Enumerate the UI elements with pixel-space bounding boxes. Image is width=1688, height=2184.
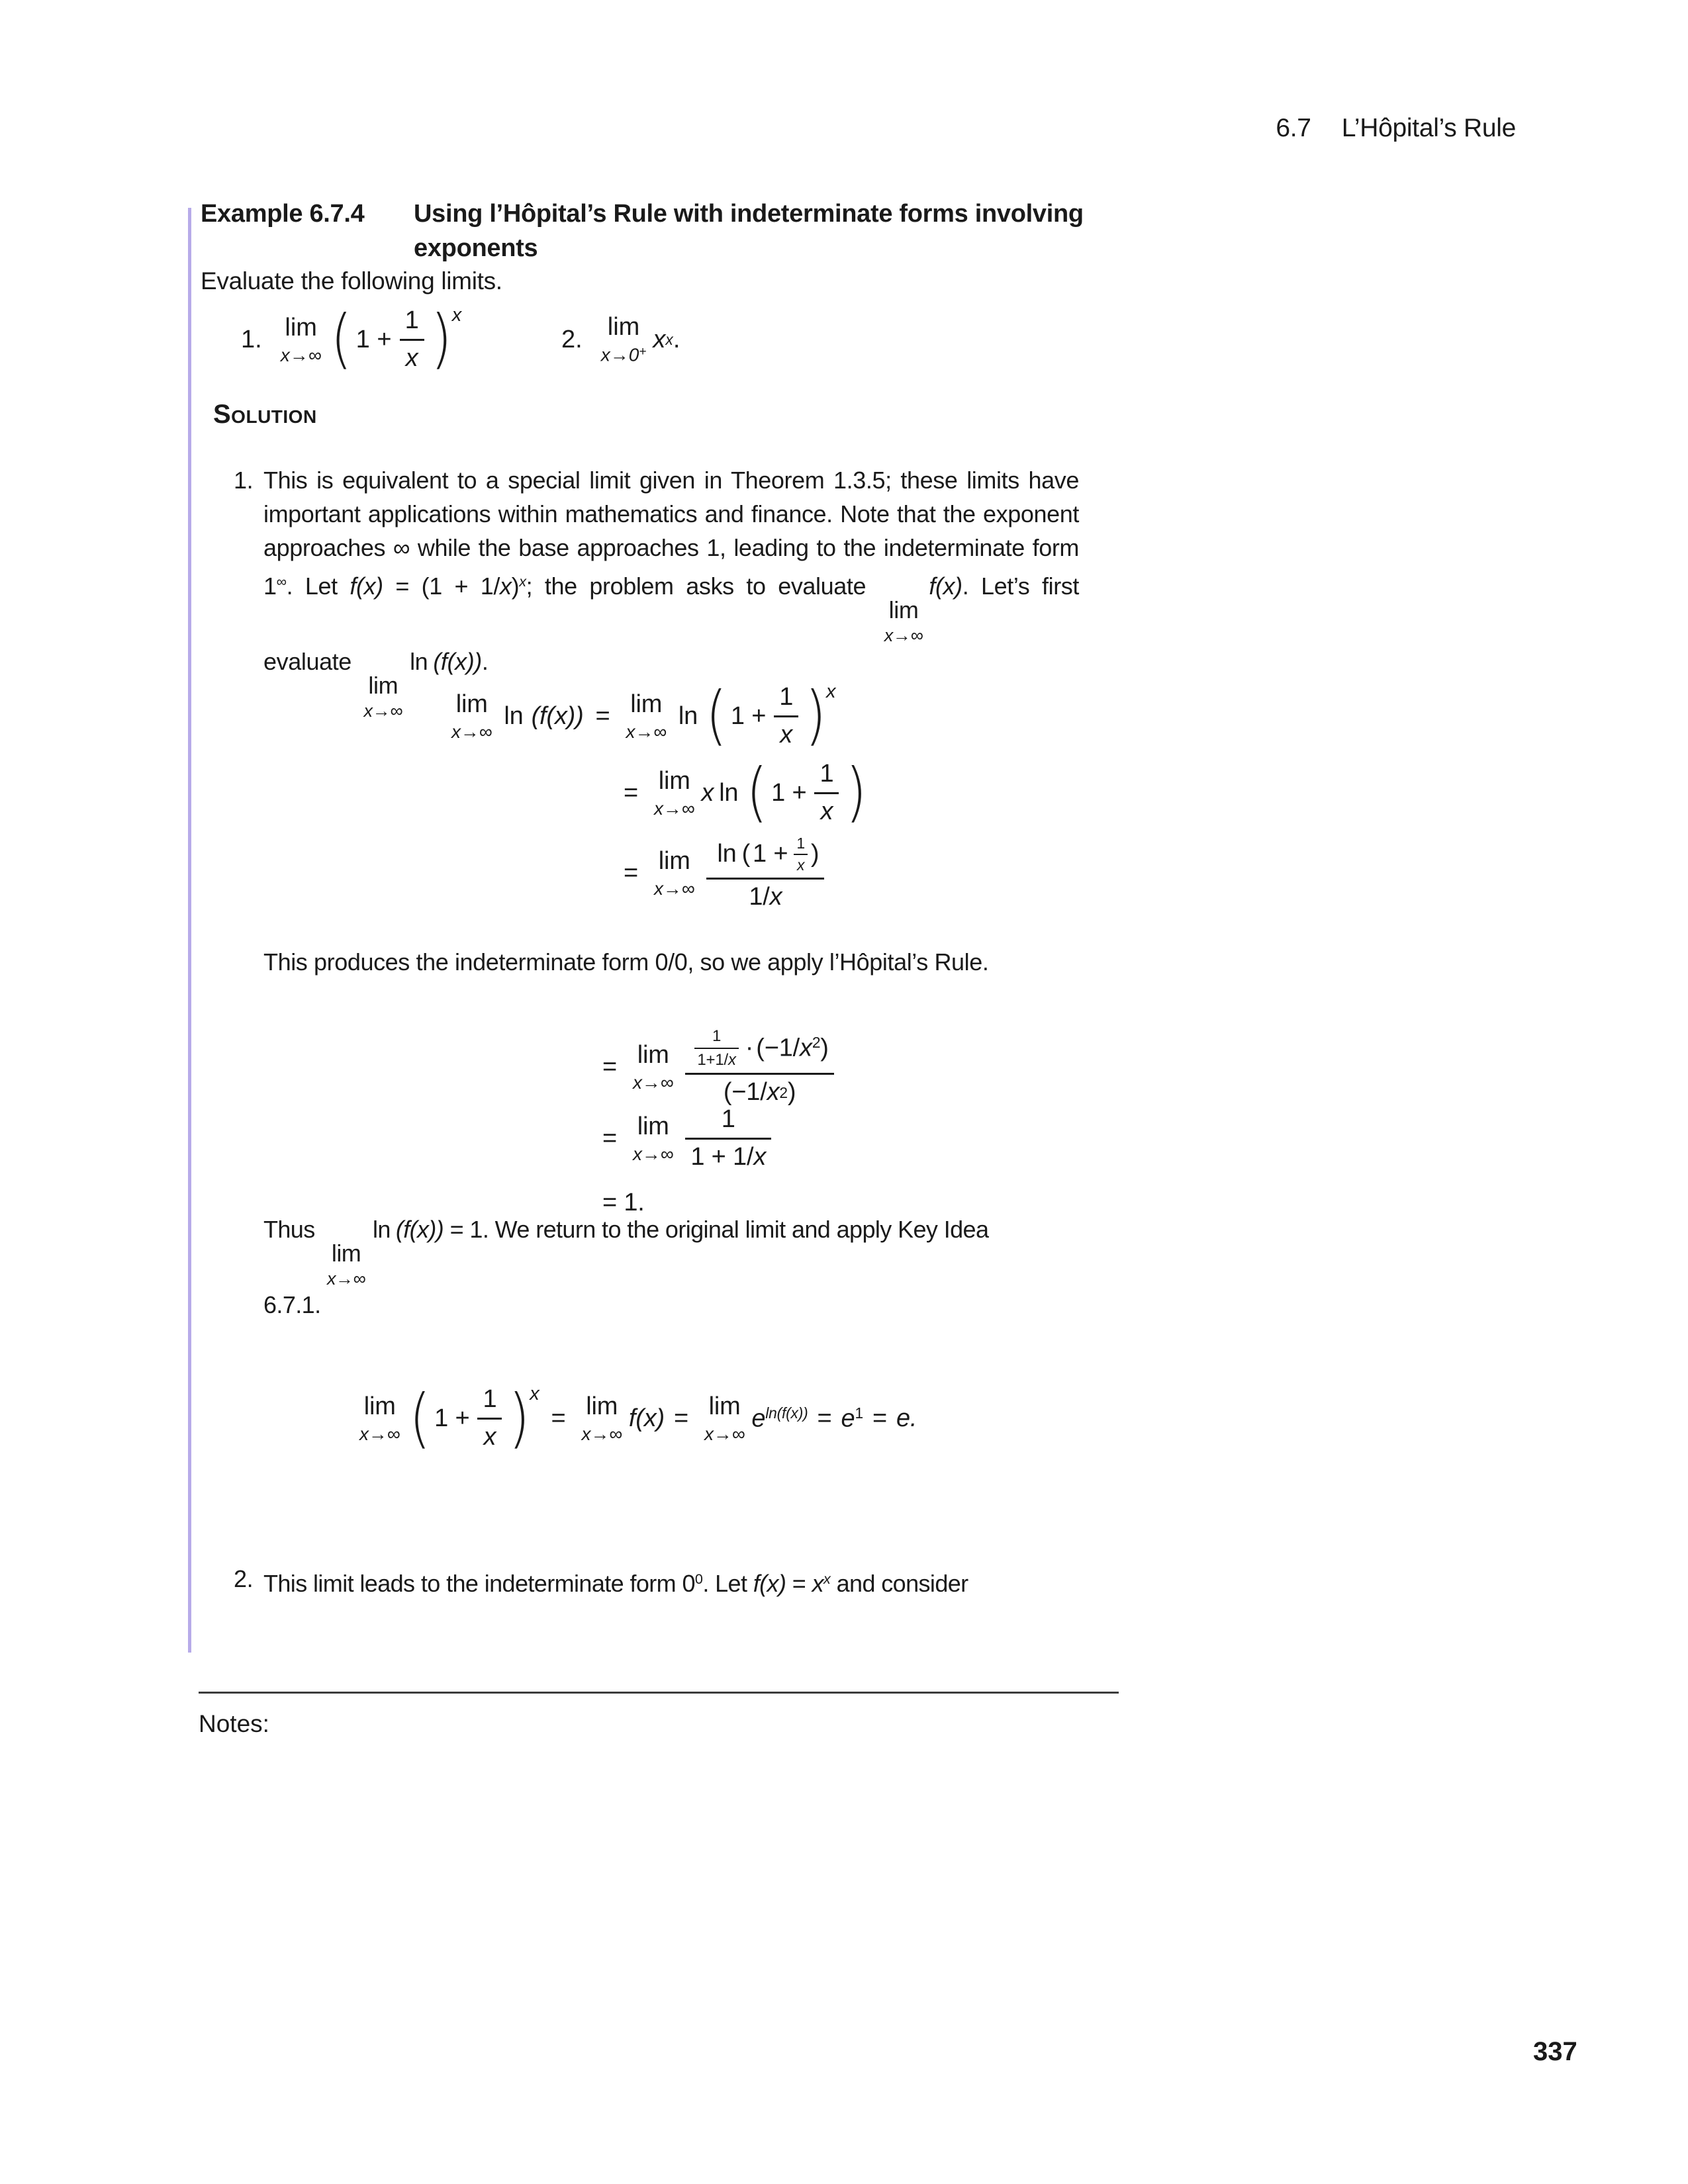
open-neg-one-slash: (−1/ [756,1034,800,1062]
x-exponent: x [823,1570,831,1587]
f-of-x: f(x) [350,572,383,600]
lim-subscript: x→∞ [451,721,492,742]
fraction-one-over-x [814,760,839,826]
limit-operator [633,1042,673,1092]
right-paren: ) [810,840,820,868]
small-fraction [694,1028,738,1069]
zero-exponent: 0 [694,1570,703,1587]
left-paren: ( [706,678,727,753]
running-header [0,114,1516,143]
numerator [685,1028,833,1073]
solution-label: Solution [213,400,317,429]
ln-operator: ln [504,702,524,730]
denominator: x [477,1418,502,1451]
zero-base: 0 [682,1569,695,1597]
fraction-one-over-x [774,684,798,749]
paren-inner [432,1386,507,1451]
limit-operator [582,1394,622,1443]
example-header [201,197,1088,265]
lim-word: lim [637,1112,669,1140]
lim-subscript: x→∞ [884,625,923,645]
lim-word: lim [637,1041,669,1069]
limit-operator [626,692,667,741]
produces-line: This produces the indeterminate form 0/0, so we apply l’Hôpital’s Rule. [263,948,989,976]
left-paren: ( [746,755,768,830]
denominator [706,878,824,911]
lim-word: lim [455,690,488,718]
ln-operator: ln [719,778,739,807]
x-to-zero: x→0 [600,344,639,365]
lim-word: lim [888,596,919,623]
one-plus-one-slash: 1 + 1/ [690,1142,754,1171]
lim-subscript: x→∞ [280,344,322,365]
paragraph-text: . Let’s first evaluate [263,572,1080,675]
lim-subscript: x→∞ [363,700,403,721]
paragraph-text: This is equivalent to a special limit given in Theorem 1.3.5; these limits have important applications within mathematics and finance. Note that the exponent approaches [263,467,1079,561]
inline-limit [327,1242,365,1288]
left-paren: ( [330,302,352,377]
lim-word: lim [630,690,663,718]
one-plus: 1 + [730,702,767,730]
ln-operator: ln [373,1216,391,1243]
paren-inner [728,684,804,749]
ln-operator: ln [717,840,737,868]
exponent-x: x [530,1383,539,1405]
page-number: 337 [1533,2037,1577,2066]
notes-label: Notes: [199,1710,269,1737]
limit-operator [359,1394,400,1443]
exponent-x: x [451,304,462,326]
one-exponent: 1 [855,1404,863,1422]
numerator: 1 [483,1385,497,1414]
right-paren: ) [430,302,452,377]
denominator [685,1138,771,1171]
equals-text: = [786,1569,812,1597]
right-paren: ) [845,755,867,830]
limit-operator [633,1114,673,1163]
inline-limit [884,598,923,645]
equals-sign: = [595,702,610,730]
item-1-marker: 1. [234,467,254,494]
lim-subscript: x→∞ [359,1424,400,1444]
inline-limit [363,671,403,721]
paragraph-text: . Let [286,572,350,600]
x-var: x [500,572,512,600]
lim-subscript: x→∞ [327,1269,365,1289]
lim-subscript: x→∞ [654,878,695,899]
paragraph-text: Thus [263,1216,322,1243]
x-base: x [653,325,666,353]
lim-word: lim [285,313,317,341]
lim-word: lim [586,1392,618,1420]
problem-2-number: 2. [561,325,583,353]
thus-paragraph [263,1212,1099,1322]
f-of-x-parenthesized: (f(x)) [395,1216,444,1243]
equals-sign: = [817,1404,832,1432]
exponent-two: 2 [812,1033,821,1051]
one-plus-one-slash: 1+1/ [697,1051,728,1069]
equals-open: = (1 + 1/ [383,572,500,600]
numerator: 1 [404,306,419,334]
exponent-two: 2 [779,1083,788,1101]
equals-sign: = [602,1124,617,1152]
lim-subscript [601,345,647,365]
paragraph-text: . Let [702,1569,753,1597]
equals-sign: = [602,1053,617,1081]
e-result: e. [896,1404,917,1432]
right-paren: ) [820,1034,829,1062]
paren-inner [769,760,844,826]
one-plus-one-over-x [746,755,867,830]
x-var: x [769,883,782,911]
f-of-x: f(x) [753,1569,786,1597]
one-plus-one-over-x-power-x [330,302,462,377]
limit-operator [654,768,694,818]
section-number: 6.7 [1276,114,1311,142]
limit-operator [654,848,694,898]
ln-operator: ln [678,702,698,730]
equals-sign: = [673,1404,688,1432]
e-base: e [841,1404,855,1433]
example-accent-bar [188,208,191,1653]
numerator: 1 [712,1026,722,1045]
equals-sign: = [872,1404,887,1432]
fraction-one-over-x [477,1386,502,1451]
display2-line2 [593,1095,776,1181]
x-exponent: x [665,330,673,348]
limit-operator [281,315,322,365]
tiny-fraction-one-over-x [794,835,808,874]
x-factor: x [701,778,714,807]
equals-sign: = [624,859,638,887]
numerator: 1 [721,1105,735,1133]
equals-sign: = [624,778,638,807]
x-var: x [753,1142,767,1171]
example-title-line2: exponents [414,234,538,262]
equals-sign: = [551,1404,566,1432]
ln-operator: ln [410,647,428,675]
f-of-x: f(x) [628,1404,665,1432]
problem-2 [561,290,680,389]
e-base: e [751,1404,766,1433]
right-paren: ) [508,1381,530,1455]
lim-subscript: x→∞ [581,1424,622,1444]
lim-word: lim [658,766,690,795]
section-title: L’Hôpital’s Rule [1341,114,1516,142]
denominator: x [774,715,798,749]
ln-f-x-exponent: ln(f(x)) [765,1404,808,1422]
lim-subscript: x→∞ [633,1143,674,1164]
limit-operator [601,314,647,365]
open-neg-one-slash: (−1/ [723,1078,767,1107]
notes-divider-line [199,1692,1119,1694]
denominator [694,1048,738,1069]
lim-subscript: x→∞ [626,721,667,742]
numerator: 1 [779,682,794,711]
numerator: 1 [820,759,834,788]
f-of-x-parenthesized: (f(x)) [433,647,482,675]
multiplication-dot: · [745,1034,754,1062]
exponent-x: x [825,680,836,702]
problem-1 [241,290,464,389]
example-title [414,197,1084,265]
e-to-ln-f-x [751,1404,808,1433]
f-of-x: f(x) [929,572,962,600]
lim-subscript: x→∞ [633,1072,674,1093]
limit-operator [451,692,492,741]
left-paren: ( [409,1381,431,1455]
x-var: x [767,1078,780,1107]
final-display [353,1367,917,1470]
lim-word: lim [368,671,399,699]
one-plus: 1 + [434,1404,470,1432]
e-to-one [841,1404,863,1433]
lim-word: lim [607,313,640,341]
paragraph-text: ; the problem asks to evaluate [526,572,878,600]
numerator: 1 [796,834,805,852]
one-slash: 1/ [749,883,770,911]
left-paren: ( [741,840,751,868]
x-var: x [800,1034,812,1062]
one-plus: 1 + [753,840,788,868]
example-intro: Evaluate the following limits. [201,267,502,295]
infinity-exponent: ∞ [276,573,287,590]
example-label: Example 6.7.4 [201,200,365,228]
lim-subscript: x→∞ [654,797,695,819]
item-2-marker: 2. [234,1565,254,1592]
right-paren: ) [805,678,826,753]
plus-superscript: + [639,345,647,359]
paragraph-text: while the base approaches 1, leading to the indeterminate form [410,534,1079,561]
equals-one: = 1. [602,1188,645,1216]
denominator: x [814,792,839,826]
paragraph-text: This limit leads to the indeterminate form [263,1569,682,1597]
fraction-one-over-x [400,307,424,373]
denominator: x [794,854,808,874]
one-plus-one-over-x-power-x [409,1381,539,1455]
lim-word: lim [331,1240,361,1267]
lim-word: lim [708,1392,741,1420]
paragraph-text: and consider [830,1569,968,1597]
x-base: x [812,1569,823,1597]
limit-operator [704,1394,745,1443]
x-var: x [727,1051,736,1069]
close-paren: ) [511,572,520,600]
fraction-ln-over-one-over-x [706,835,824,911]
problem-1-number: 1. [241,325,262,353]
lim-subscript: x→∞ [704,1424,745,1444]
neg-one-over-x-squared [756,1034,829,1062]
one-base: 1 [263,572,277,600]
solution-item-2 [234,1562,1079,1600]
infinity-symbol: ∞ [393,534,410,561]
f-of-x-parenthesized: (f(x)) [531,702,584,730]
one-plus: 1 + [771,778,807,807]
lim-word: lim [658,847,690,875]
one-plus: 1 + [355,325,392,353]
key-idea-reference: 6.7.1. [263,1291,321,1318]
x-exponent: x [519,573,526,590]
right-paren: ) [787,1078,796,1107]
display1-line3 [614,825,829,921]
paragraph-text: = 1. We return to the original limit and apply Key Idea [444,1216,989,1243]
denominator: x [400,339,424,373]
lim-word: lim [363,1392,396,1420]
period: . [673,325,680,353]
one-plus-one-over-x-power-x [706,678,836,753]
example-title-line1: Using l’Hôpital’s Rule with indeterminate forms involving [414,200,1084,228]
numerator [706,835,824,878]
paragraph-text: . [481,647,489,675]
solution-item-2-paragraph [263,1562,1079,1600]
fraction-one-over-one-plus [685,1106,771,1171]
paren-inner [353,307,430,373]
